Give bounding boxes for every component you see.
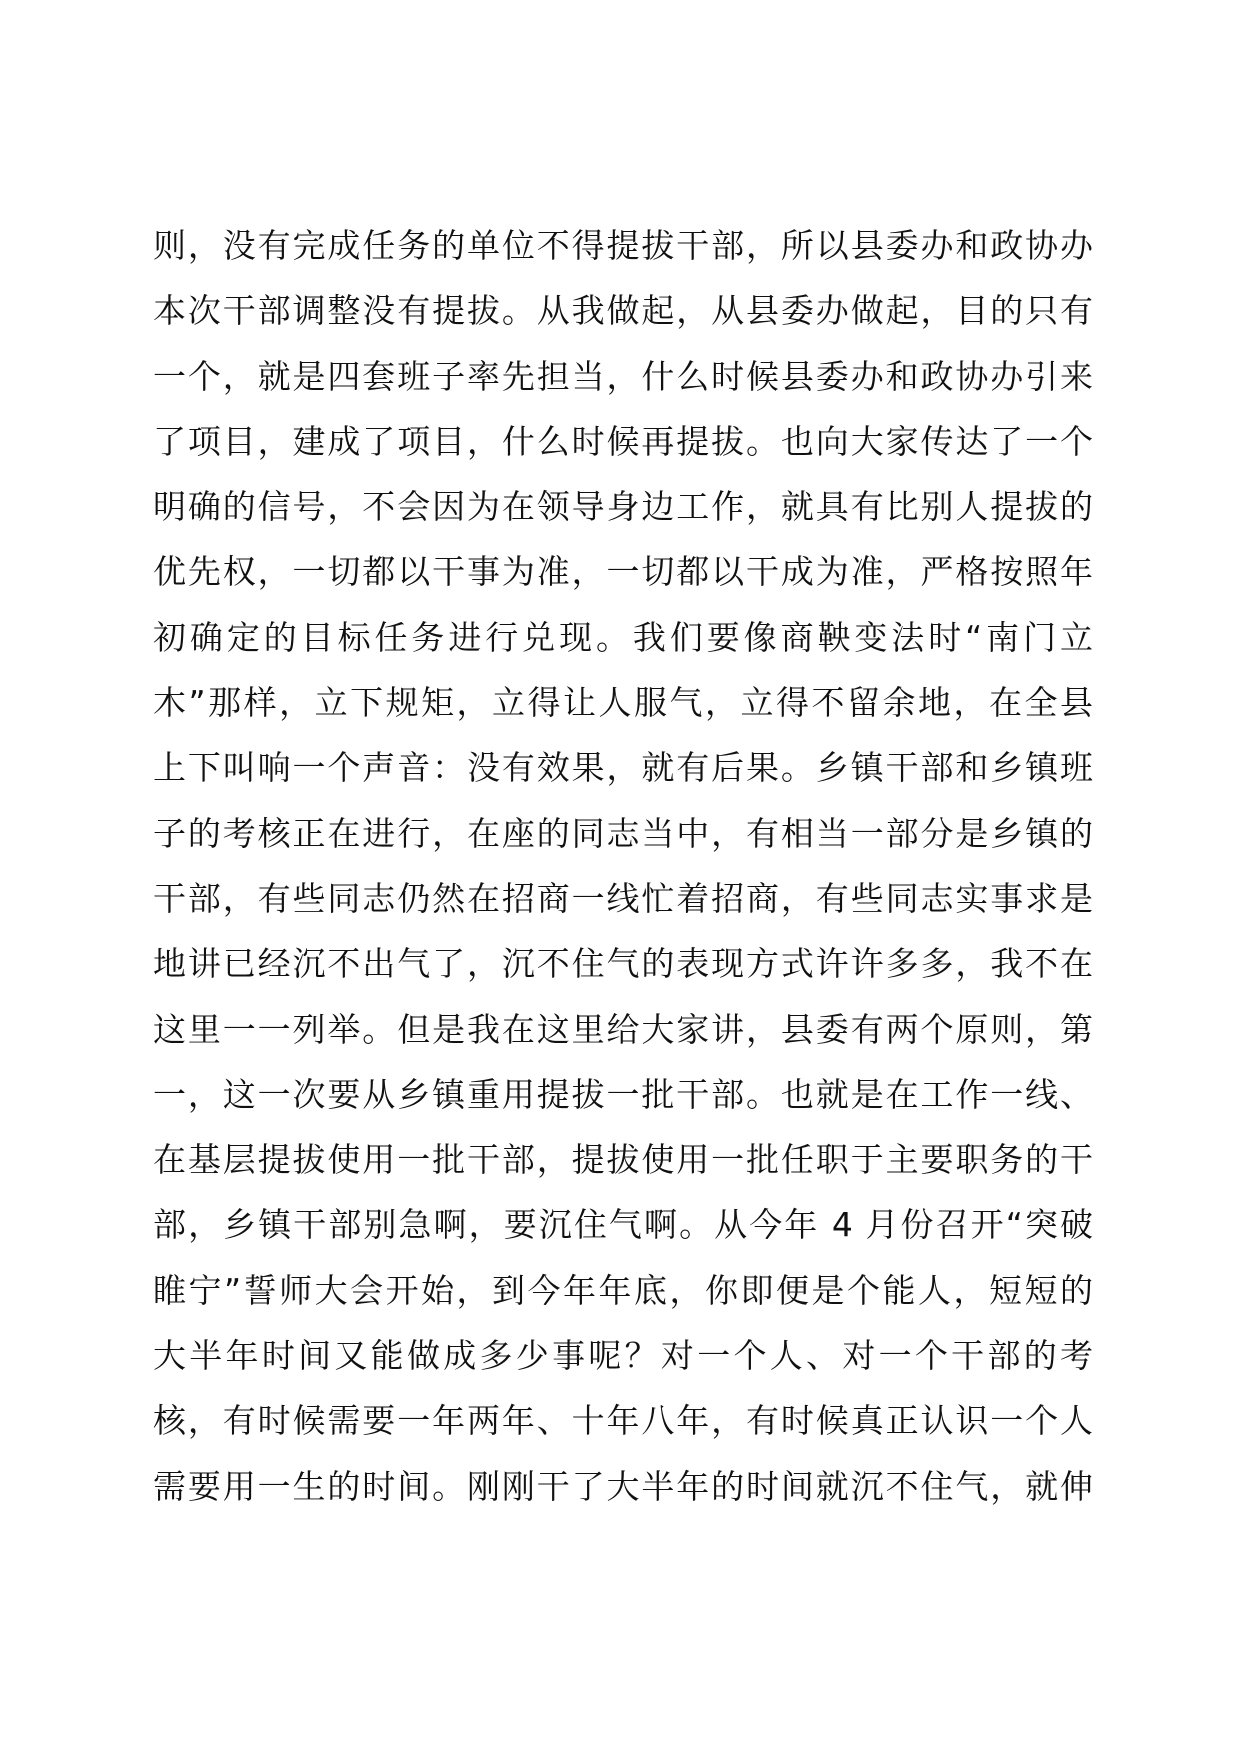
text-line: 本次干部调整没有提拔。从我做起，从县委办做起，目的只有	[153, 291, 1093, 331]
text-line: 在基层提拔使用一批干部，提拔使用一批任职于主要职务的干	[153, 1140, 1093, 1180]
text-line: 部，乡镇干部别急啊，要沉住气啊。从今年 4 月份召开“突破	[153, 1205, 1093, 1245]
text-line: 睢宁”誓师大会开始，到今年年底，你即便是个能人，短短的	[153, 1270, 1093, 1310]
text-line: 核，有时候需要一年两年、十年八年，有时候真正认识一个人	[153, 1401, 1093, 1441]
text-line: 一个，就是四套班子率先担当，什么时候县委办和政协办引来	[153, 356, 1093, 396]
text-line: 了项目，建成了项目，什么时候再提拔。也向大家传达了一个	[153, 421, 1093, 461]
text-line: 需要用一生的时间。刚刚干了大半年的时间就沉不住气，就伸	[153, 1466, 1093, 1506]
text-line: 上下叫响一个声音：没有效果，就有后果。乡镇干部和乡镇班	[153, 748, 1093, 788]
text-line: 子的考核正在进行，在座的同志当中，有相当一部分是乡镇的	[153, 813, 1093, 853]
text-line: 大半年时间又能做成多少事呢？对一个人、对一个干部的考	[153, 1336, 1093, 1376]
text-line: 这里一一列举。但是我在这里给大家讲，县委有两个原则，第	[153, 1009, 1093, 1049]
text-line: 地讲已经沉不出气了，沉不住气的表现方式许许多多，我不在	[153, 944, 1093, 984]
text-line: 干部，有些同志仍然在招商一线忙着招商，有些同志实事求是	[153, 878, 1093, 918]
text-line: 优先权，一切都以干事为准，一切都以干成为准，严格按照年	[153, 552, 1093, 592]
body-text	[153, 213, 1093, 1519]
text-line: 明确的信号，不会因为在领导身边工作，就具有比别人提拔的	[153, 487, 1093, 527]
text-line: 一，这一次要从乡镇重用提拔一批干部。也就是在工作一线、	[153, 1074, 1093, 1114]
text-line: 木”那样，立下规矩，立得让人服气，立得不留余地，在全县	[153, 683, 1093, 723]
text-line: 则，没有完成任务的单位不得提拔干部，所以县委办和政协办	[153, 226, 1093, 265]
text-line: 初确定的目标任务进行兑现。我们要像商鞅变法时“南门立	[153, 617, 1093, 657]
